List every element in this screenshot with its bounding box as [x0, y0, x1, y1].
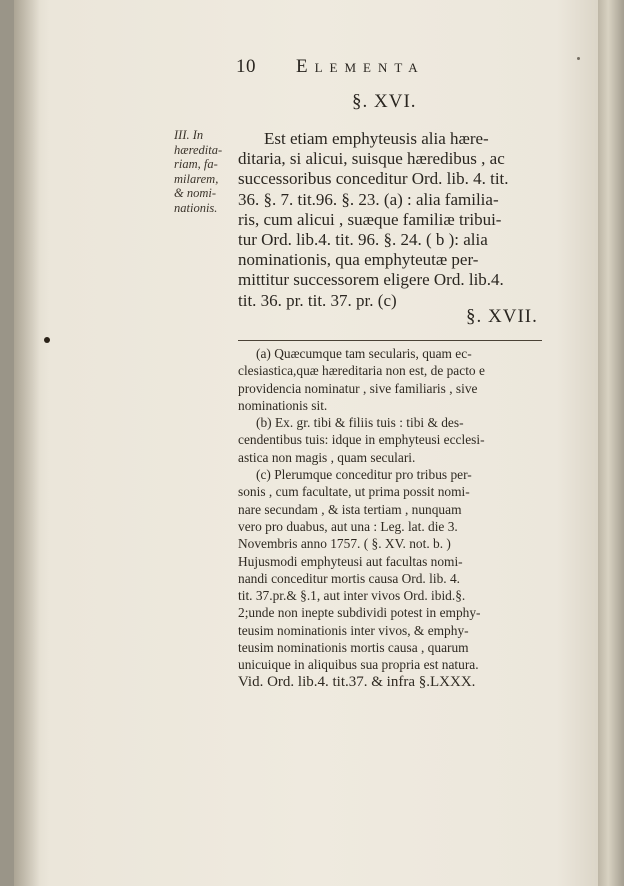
running-title: Elementa — [296, 56, 425, 77]
margin-note-line: milarem, — [174, 171, 219, 186]
running-header — [236, 56, 425, 78]
footnote-line: teusim nominationis mortis causa , quarum — [238, 640, 469, 656]
margin-note-line: nationis. — [174, 200, 218, 215]
ink-spot — [44, 337, 50, 343]
ink-spot — [577, 57, 580, 60]
margin-note-line: riam, fa- — [174, 157, 218, 171]
footnote-line: nandi conceditur mortis causa Ord. lib. 4. — [238, 570, 461, 586]
footnote-line: (a) Quæcumque tam secularis, quam ec- — [256, 346, 472, 361]
footnote-line: providencia nominatur , sive familiaris , sive — [238, 380, 478, 396]
footnotes — [238, 345, 542, 691]
paragraph-line: tur Ord. lib.4. tit. 96. §. 24. ( b ): alia — [238, 230, 488, 250]
footnote-line: Novembris anno 1757. ( §. XV. not. b. ) — [238, 536, 451, 552]
footnote-line: unicuique in aliquibus sua propria est natura. — [238, 657, 479, 673]
footnote-line: nominationis sit. — [238, 397, 328, 413]
paragraph-line: Est etiam emphyteusis alia hære- — [264, 129, 489, 148]
footnote-line: vero pro duabus, aut una : Leg. lat. die 3. — [238, 518, 458, 534]
paragraph-line: ris, cum alicui , suæque familiæ tribui- — [238, 209, 502, 229]
paragraph-line: ditaria, si alicui, suisque hæredibus , ac — [238, 149, 505, 169]
paragraph-line: tit. 36. pr. tit. 37. pr. (c) — [238, 290, 397, 310]
footnote-line: (b) Ex. gr. tibi & filiis tuis : tibi & des- — [256, 415, 464, 431]
footnote-rule — [238, 340, 542, 341]
paragraph-line: successoribus conceditur Ord. lib. 4. tit. — [238, 169, 509, 189]
paragraph-line: mittitur successorem eligere Ord. lib.4. — [238, 270, 504, 290]
footnote-line: 2;unde non inepte subdividi potest in emphy- — [238, 605, 481, 621]
main-paragraph — [238, 129, 543, 311]
page-number: 10 — [236, 56, 256, 77]
footnote-line: teusim nominationis inter vivos, & emphy- — [238, 622, 469, 638]
footnote-line: Vid. Ord. lib.4. tit.37. & infra §.LXXX. — [238, 673, 476, 690]
footnote-line: tit. 37.pr.& §.1, aut inter vivos Ord. ibid.§. — [238, 588, 466, 604]
footnote-line: astica non magis , quam seculari. — [238, 449, 416, 465]
section-title: §. XVI. — [352, 91, 417, 112]
footnote-line: clesiastica,quæ hæreditaria non est, de pacto e — [238, 363, 485, 379]
catchword: §. XVII. — [466, 306, 538, 327]
paragraph-line: 36. §. 7. tit.96. §. 23. (a) : alia familia- — [238, 189, 499, 209]
facing-page-edge — [598, 0, 624, 886]
footnote-line: cendentibus tuis: idque in emphyteusi ecclesi- — [238, 432, 485, 448]
footnote-line: nare secundam , & ista tertiam , nunquam — [238, 501, 462, 517]
gutter-shadow — [14, 0, 40, 886]
footnote-line: Hujusmodi emphyteusi aut facultas nomi- — [238, 553, 463, 569]
paragraph-line: nominationis, qua emphyteutæ per- — [238, 250, 479, 270]
margin-note — [174, 128, 244, 215]
footnote-line: (c) Plerumque conceditur pro tribus per- — [256, 467, 472, 483]
margin-note-line: III. In — [174, 128, 204, 142]
margin-note-line: & nomi- — [174, 186, 217, 200]
footnote-line: sonis , cum facultate, ut prima possit nomi- — [238, 484, 470, 500]
margin-note-line: hæredita- — [174, 142, 223, 157]
